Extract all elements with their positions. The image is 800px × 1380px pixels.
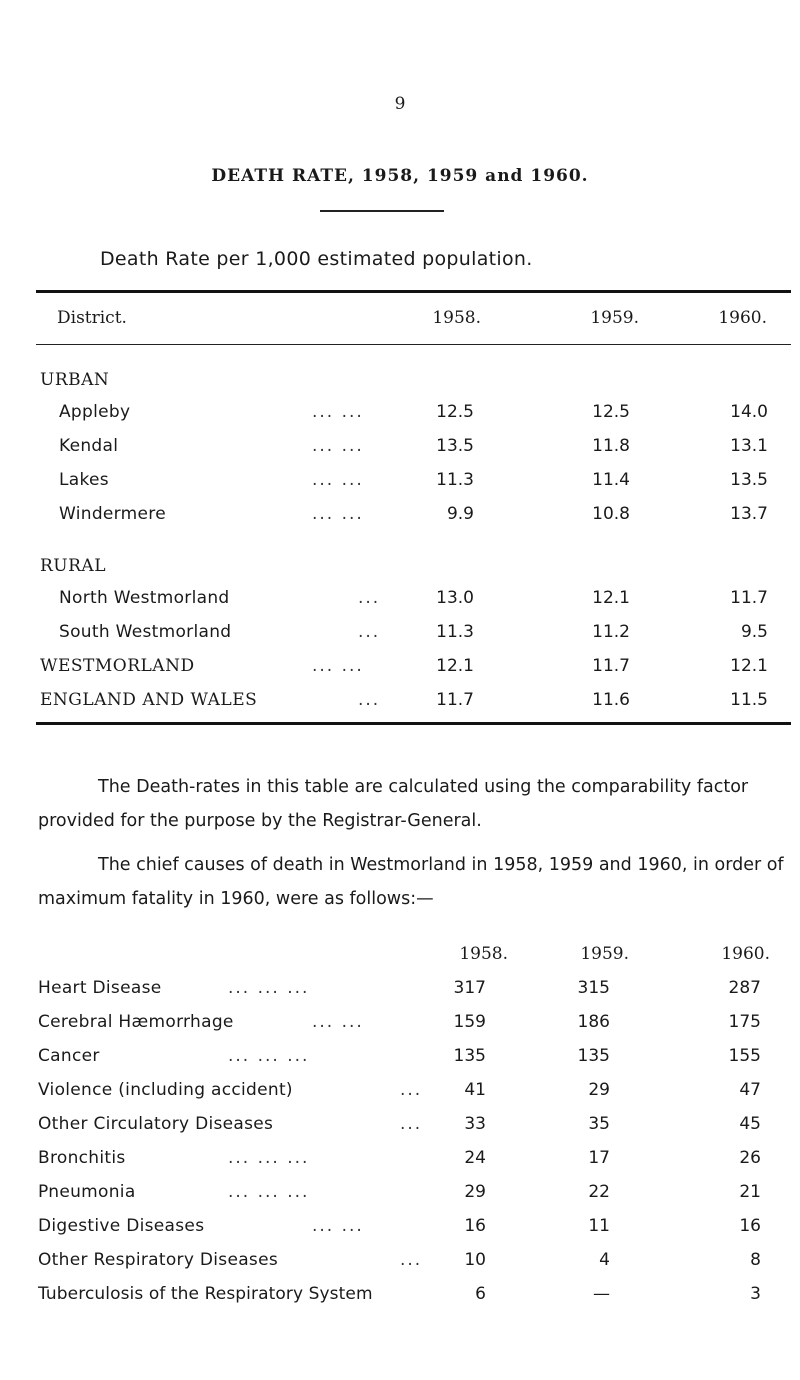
value-1958: 13.5 [436, 436, 474, 456]
value-1959: 12.1 [592, 588, 630, 608]
cause-value-1959: 11 [588, 1216, 610, 1236]
value-1960: 11.5 [730, 690, 768, 710]
leader-dots: ... ... ... [228, 1046, 310, 1066]
cause-value-1959: 4 [599, 1250, 610, 1270]
cause-value-1958: 317 [453, 978, 486, 998]
cause-value-1958: 33 [464, 1114, 486, 1134]
cause-value-1958: 159 [453, 1012, 486, 1032]
leader-dots: ... ... [312, 1012, 364, 1032]
paragraph-comparability [38, 770, 792, 838]
title-underline [320, 210, 444, 212]
cause-value-1958: 16 [464, 1216, 486, 1236]
cause-label: Other Circulatory Diseases [38, 1114, 274, 1134]
value-1958: 11.3 [436, 470, 474, 490]
cause-label: Other Respiratory Diseases [38, 1250, 278, 1270]
value-1960: 14.0 [730, 402, 768, 422]
leader-dots: ... ... ... [228, 978, 310, 998]
header-1959: 1959. [590, 308, 639, 328]
cause-value-1959: 135 [577, 1046, 610, 1066]
leader-dots: ... [358, 588, 381, 608]
cause-label: Bronchitis [38, 1148, 126, 1168]
cause-value-1958: 10 [464, 1250, 486, 1270]
leader-dots: ... [400, 1250, 423, 1270]
leader-dots: ... ... ... [228, 1182, 310, 1202]
cause-label: Pneumonia [38, 1182, 136, 1202]
cause-value-1959: 22 [588, 1182, 610, 1202]
cause-value-1960: 175 [728, 1012, 761, 1032]
cause-value-1959: 29 [588, 1080, 610, 1100]
leader-dots: ... [358, 690, 381, 710]
cause-value-1959: — [593, 1284, 610, 1304]
cause-value-1959: 35 [588, 1114, 610, 1134]
cause-label: Heart Disease [38, 978, 162, 998]
leader-dots: ... ... [312, 402, 364, 422]
leader-dots: ... ... [312, 656, 364, 676]
value-1959: 11.2 [592, 622, 630, 642]
cause-label: Tuberculosis of the Respiratory System [38, 1284, 373, 1304]
cause-value-1960: 21 [739, 1182, 761, 1202]
group-heading-rural: RURAL [40, 556, 106, 576]
causes-header-1958: 1958. [459, 944, 508, 964]
cause-value-1958: 6 [475, 1284, 486, 1304]
table-bottom-rule [36, 722, 791, 725]
leader-dots: ... ... [312, 436, 364, 456]
cause-value-1959: 17 [588, 1148, 610, 1168]
value-1958: 12.5 [436, 402, 474, 422]
header-rule [36, 344, 791, 345]
leader-dots: ... [400, 1080, 423, 1100]
value-1959: 11.4 [592, 470, 630, 490]
cause-value-1960: 26 [739, 1148, 761, 1168]
paragraph-text: The Death-rates in this table are calculated using the comparability factor provided for the purpose by the Registrar-General. [38, 777, 749, 831]
value-1960: 13.7 [730, 504, 768, 524]
paragraph-causes-intro [38, 848, 792, 916]
value-1960: 12.1 [730, 656, 768, 676]
total-row-label: WESTMORLAND [40, 656, 195, 676]
value-1959: 11.8 [592, 436, 630, 456]
cause-value-1960: 16 [739, 1216, 761, 1236]
value-1959: 11.7 [592, 656, 630, 676]
row-district: Lakes [59, 470, 109, 490]
cause-value-1960: 45 [739, 1114, 761, 1134]
cause-value-1960: 3 [750, 1284, 761, 1304]
header-district: District. [57, 308, 127, 328]
cause-value-1958: 29 [464, 1182, 486, 1202]
total-row-label: ENGLAND AND WALES [40, 690, 258, 710]
paragraph-text: The chief causes of death in Westmorland in 1958, 1959 and 1960, in order of maximum fatality in 1960, were as follows:— [38, 855, 784, 909]
value-1959: 12.5 [592, 402, 630, 422]
cause-label: Digestive Diseases [38, 1216, 205, 1236]
row-district: Kendal [59, 436, 119, 456]
leader-dots: ... ... [312, 1216, 364, 1236]
row-district: South Westmorland [59, 622, 232, 642]
table-subtitle: Death Rate per 1,000 estimated population. [100, 248, 533, 270]
value-1958: 9.9 [446, 504, 474, 524]
leader-dots: ... [400, 1114, 423, 1134]
value-1958: 11.7 [436, 690, 474, 710]
leader-dots: ... [358, 622, 381, 642]
causes-header-1960: 1960. [721, 944, 770, 964]
header-1960: 1960. [718, 308, 767, 328]
cause-label: Cerebral Hæmorrhage [38, 1012, 234, 1032]
value-1960: 13.1 [730, 436, 768, 456]
value-1958: 12.1 [436, 656, 474, 676]
causes-header-1959: 1959. [580, 944, 629, 964]
cause-value-1960: 287 [728, 978, 761, 998]
leader-dots: ... ... ... [228, 1148, 310, 1168]
header-1958: 1958. [432, 308, 481, 328]
value-1959: 11.6 [592, 690, 630, 710]
cause-value-1960: 8 [750, 1250, 761, 1270]
cause-value-1959: 186 [577, 1012, 610, 1032]
group-heading-urban: URBAN [40, 370, 110, 390]
cause-label: Cancer [38, 1046, 100, 1066]
table-top-rule [36, 290, 791, 293]
page-title: DEATH RATE, 1958, 1959 and 1960. [211, 166, 589, 186]
cause-value-1960: 155 [728, 1046, 761, 1066]
cause-label: Violence (including accident) [38, 1080, 293, 1100]
value-1959: 10.8 [592, 504, 630, 524]
cause-value-1960: 47 [739, 1080, 761, 1100]
page-number: 9 [394, 94, 406, 114]
value-1960: 11.7 [730, 588, 768, 608]
value-1958: 11.3 [436, 622, 474, 642]
leader-dots: ... ... [312, 470, 364, 490]
value-1960: 9.5 [740, 622, 768, 642]
row-district: Appleby [59, 402, 131, 422]
row-district: Windermere [59, 504, 166, 524]
cause-value-1958: 135 [453, 1046, 486, 1066]
value-1958: 13.0 [436, 588, 474, 608]
cause-value-1958: 24 [464, 1148, 486, 1168]
cause-value-1958: 41 [464, 1080, 486, 1100]
row-district: North Westmorland [59, 588, 230, 608]
value-1960: 13.5 [730, 470, 768, 490]
leader-dots: ... ... [312, 504, 364, 524]
cause-value-1959: 315 [577, 978, 610, 998]
